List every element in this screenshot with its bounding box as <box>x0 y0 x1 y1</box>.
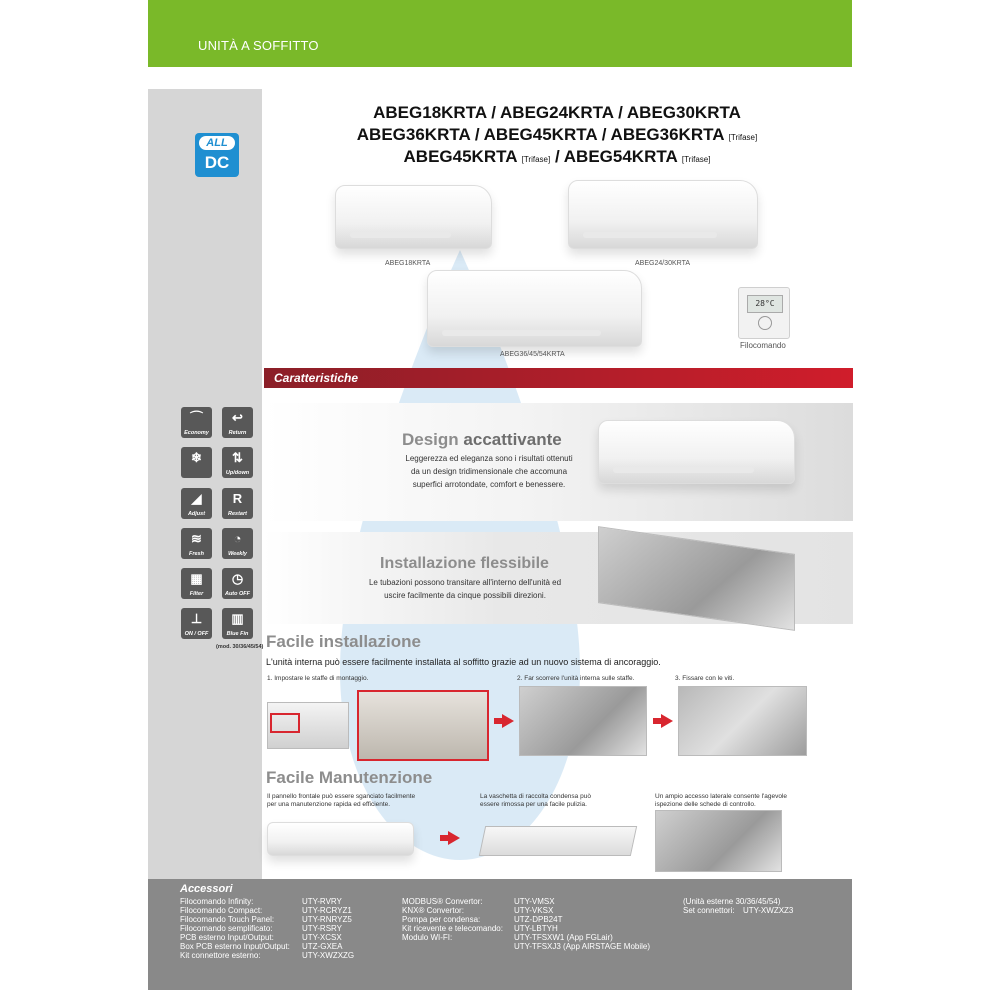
accessories-col3 <box>683 897 793 915</box>
design-heading <box>402 430 562 450</box>
maintenance-col3-line1: Un ampio accesso laterale consente l'agevole <box>655 793 788 800</box>
icons-note: (mod. 30/36/45/54) <box>216 644 264 650</box>
accessory-row: Kit ricevente e telecomando: UTY-LBTYH <box>402 924 558 933</box>
accessories-col1 <box>180 897 354 960</box>
accessory-row: Modulo WI-FI: UTY-TFSXW1 (App FGLair) <box>402 933 613 942</box>
arrow-icon <box>448 831 460 845</box>
accessory-row: Pompa per condensa: UTZ-DPB24T <box>402 915 563 924</box>
flexible-install-text-2: uscire facilmente da cinque possibili direzioni. <box>384 591 546 600</box>
accessory-row: Box PCB esterno Input/Output: UTZ-GXEA <box>180 942 343 951</box>
accessory-row: Filocomando Touch Panel: UTY-RNRYZ5 <box>180 915 352 924</box>
filter-icon: ▦ Filter <box>181 568 212 599</box>
accessory-row: UTY-TFSXJ3 (App AIRSTAGE Mobile) <box>514 942 651 951</box>
drain-pan-image <box>479 826 637 856</box>
remote-controller-image <box>738 287 790 339</box>
remote-caption: Filocomando <box>740 341 786 350</box>
model-title-line1: ABEG18KRTA / ABEG24KRTA / ABEG30KRTA <box>373 103 741 122</box>
install-step-1-detail-image <box>357 690 489 761</box>
model-title-line2 <box>262 125 852 145</box>
all-dc-top: ALL <box>199 136 235 150</box>
install-step-3-image <box>678 686 807 756</box>
design-text-3: superfici arrotondate, comfort e benessere. <box>412 480 566 489</box>
maintenance-col1-text <box>267 793 415 809</box>
maintenance-col1-line1: Il pannello frontale può essere sganciato facilmente <box>267 793 416 800</box>
features-bar-label: Caratteristiche <box>274 371 359 385</box>
model-title-line3 <box>262 147 852 167</box>
maintenance-heading: Facile Manutenzione <box>266 768 433 787</box>
accessory-row: Filocomando Compact: UTY-RCRYZ1 <box>180 906 352 915</box>
unit-caption-abeg36-54: ABEG36/45/54KRTA <box>500 351 565 358</box>
maintenance-col3-text <box>655 793 787 809</box>
unit-image-abeg36-54 <box>427 270 642 347</box>
return-icon: ↩ Return <box>222 407 253 438</box>
maintenance-col2-text <box>480 793 591 809</box>
flexible-install-text-1: Le tubazioni possono transitare all'interno dell'unità ed <box>368 578 562 587</box>
design-unit-image <box>598 420 795 484</box>
unit-image-abeg24-30 <box>568 180 758 249</box>
model-title-line3-note-a: [Trifase] <box>521 155 551 164</box>
accessory-row: MODBUS® Convertor: UTY-VMSX <box>402 897 555 906</box>
unit-image-abeg18 <box>335 185 492 249</box>
easy-install-heading: Facile installazione <box>266 632 421 651</box>
accessory-row: Kit connettore esterno: UTY-XWZXZG <box>180 951 355 960</box>
accessory-col3-note: (Unità esterne 30/36/45/54) <box>683 897 781 906</box>
model-title-line2-main: ABEG36KRTA / ABEG45KRTA / ABEG36KRTA <box>356 125 724 144</box>
updown-icon: ⇅ Up/down <box>222 447 253 478</box>
install-step-2: 2. Far scorrere l'unità interna sulle staffe. <box>517 675 635 682</box>
header-bar <box>148 0 852 67</box>
remote-button <box>758 316 772 330</box>
unit-caption-abeg24-30: ABEG24/30KRTA <box>635 260 690 267</box>
features-bar <box>264 368 853 388</box>
page-category: UNITÀ A SOFFITTO <box>198 38 319 53</box>
flexible-install-text <box>340 576 590 602</box>
easy-install-text: L'unità interna può essere facilmente installata al soffitto grazie ad un nuovo sistema di ancoraggio. <box>266 657 661 667</box>
design-heading-a: Design <box>402 430 459 449</box>
accessories-heading: Accessori <box>180 883 233 895</box>
accessories-col2 <box>402 897 650 951</box>
accessory-row: PCB esterno Input/Output: UTY-XCSX <box>180 933 342 942</box>
blue-fin-icon: ▥ Blue Fin <box>222 608 253 639</box>
on-off-icon: ⊥ ON / OFF <box>181 608 212 639</box>
arrow-icon <box>661 714 673 728</box>
install-step-1-highlight <box>270 713 300 733</box>
model-title-line3-note-b: [Trifase] <box>681 155 711 164</box>
unit-caption-abeg18: ABEG18KRTA <box>385 260 431 267</box>
maintenance-col3-line2: ispezione delle schede di controllo. <box>655 801 756 808</box>
accessory-row: Filocomando Infinity: UTY-RVRY <box>180 897 342 906</box>
accessory-row: KNX® Convertor: UTY-VKSX <box>402 906 554 915</box>
model-title-line2-note: [Trifase] <box>728 133 758 142</box>
design-heading-b: accattivante <box>463 430 562 449</box>
arrow-icon <box>502 714 514 728</box>
maintenance-col2-line1: La vaschetta di raccolta condensa può <box>480 793 591 800</box>
install-step-2-image <box>519 686 647 756</box>
design-text-1: Leggerezza ed eleganza sono i risultati ottenuti <box>405 454 573 463</box>
maintenance-col1-line2: per una manutenzione rapida ed efficiente. <box>267 801 391 808</box>
model-title-line3-a: ABEG45KRTA <box>403 147 517 166</box>
install-step-3: 3. Fissare con le viti. <box>675 675 735 682</box>
adjust-icon: ◢ Adjust <box>181 488 212 519</box>
restart-icon: R Restart <box>222 488 253 519</box>
accessory-row: Set connettori: UTY-XWZXZ3 <box>683 906 794 915</box>
design-text-2: da un design tridimensionale che accomuna <box>410 467 568 476</box>
sidebar-panel <box>148 89 262 879</box>
accessory-row: Filocomando semplificato: UTY-RSRY <box>180 924 343 933</box>
front-panel-image <box>267 822 414 856</box>
weekly-icon: ◔ Weekly <box>222 528 253 559</box>
snowflake-icon: ❄ <box>181 447 212 478</box>
model-title-line3-b: / ABEG54KRTA <box>554 147 678 166</box>
maintenance-col2-line2: essere rimossa per una facile pulizia. <box>480 801 587 808</box>
side-access-image <box>655 810 782 872</box>
auto-off-icon: ◷ Auto OFF <box>222 568 253 599</box>
economy-icon: ⌒ Economy <box>181 407 212 438</box>
flexible-install-heading: Installazione flessibile <box>380 555 549 572</box>
fresh-icon: ≋ Fresh <box>181 528 212 559</box>
remote-display: 28°C <box>747 295 783 313</box>
install-step-1: 1. Impostare le staffe di montaggio. <box>267 675 369 682</box>
all-dc-bottom: DC <box>204 153 230 172</box>
all-dc-badge <box>195 133 239 177</box>
design-text <box>356 452 622 491</box>
